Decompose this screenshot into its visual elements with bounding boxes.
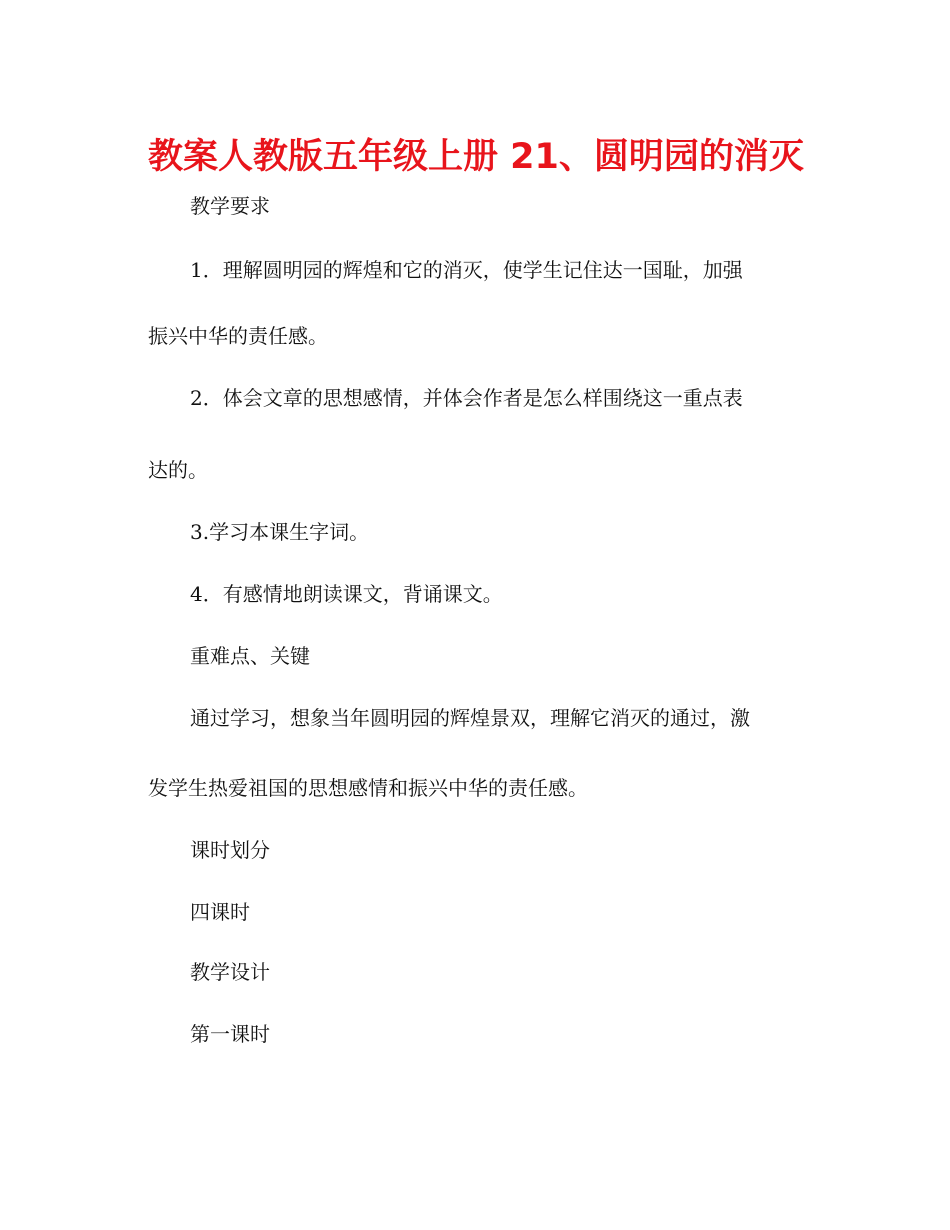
- lesson-count: 四课时: [190, 900, 250, 924]
- key-points-line-1: 通过学习，想象当年圆明园的辉煌景双，理解它消灭的通过，激: [190, 706, 750, 730]
- requirement-3: 3.学习本课生字词。: [190, 520, 370, 544]
- requirement-1-line-1: 1．理解圆明园的辉煌和它的消灭，使学生记住达一国耻，加强: [190, 258, 743, 282]
- document-title: 教案人教版五年级上册 21、圆明园的消灭: [148, 137, 804, 177]
- requirement-4: 4．有感情地朗读课文，背诵课文。: [190, 582, 503, 606]
- section-heading-key-points: 重难点、关键: [190, 644, 310, 668]
- requirement-2-line-1: 2．体会文章的思想感情，并体会作者是怎么样围绕这一重点表: [190, 386, 743, 410]
- section-heading-teaching-requirements: 教学要求: [190, 194, 270, 218]
- key-points-line-2: 发学生热爱祖国的思想感情和振兴中华的责任感。: [148, 776, 588, 800]
- section-heading-lesson-division: 课时划分: [190, 838, 270, 862]
- requirement-1-line-2: 振兴中华的责任感。: [148, 324, 328, 348]
- requirement-2-line-2: 达的。: [148, 458, 208, 482]
- section-heading-teaching-design: 教学设计: [190, 960, 270, 984]
- section-heading-first-lesson: 第一课时: [190, 1022, 270, 1046]
